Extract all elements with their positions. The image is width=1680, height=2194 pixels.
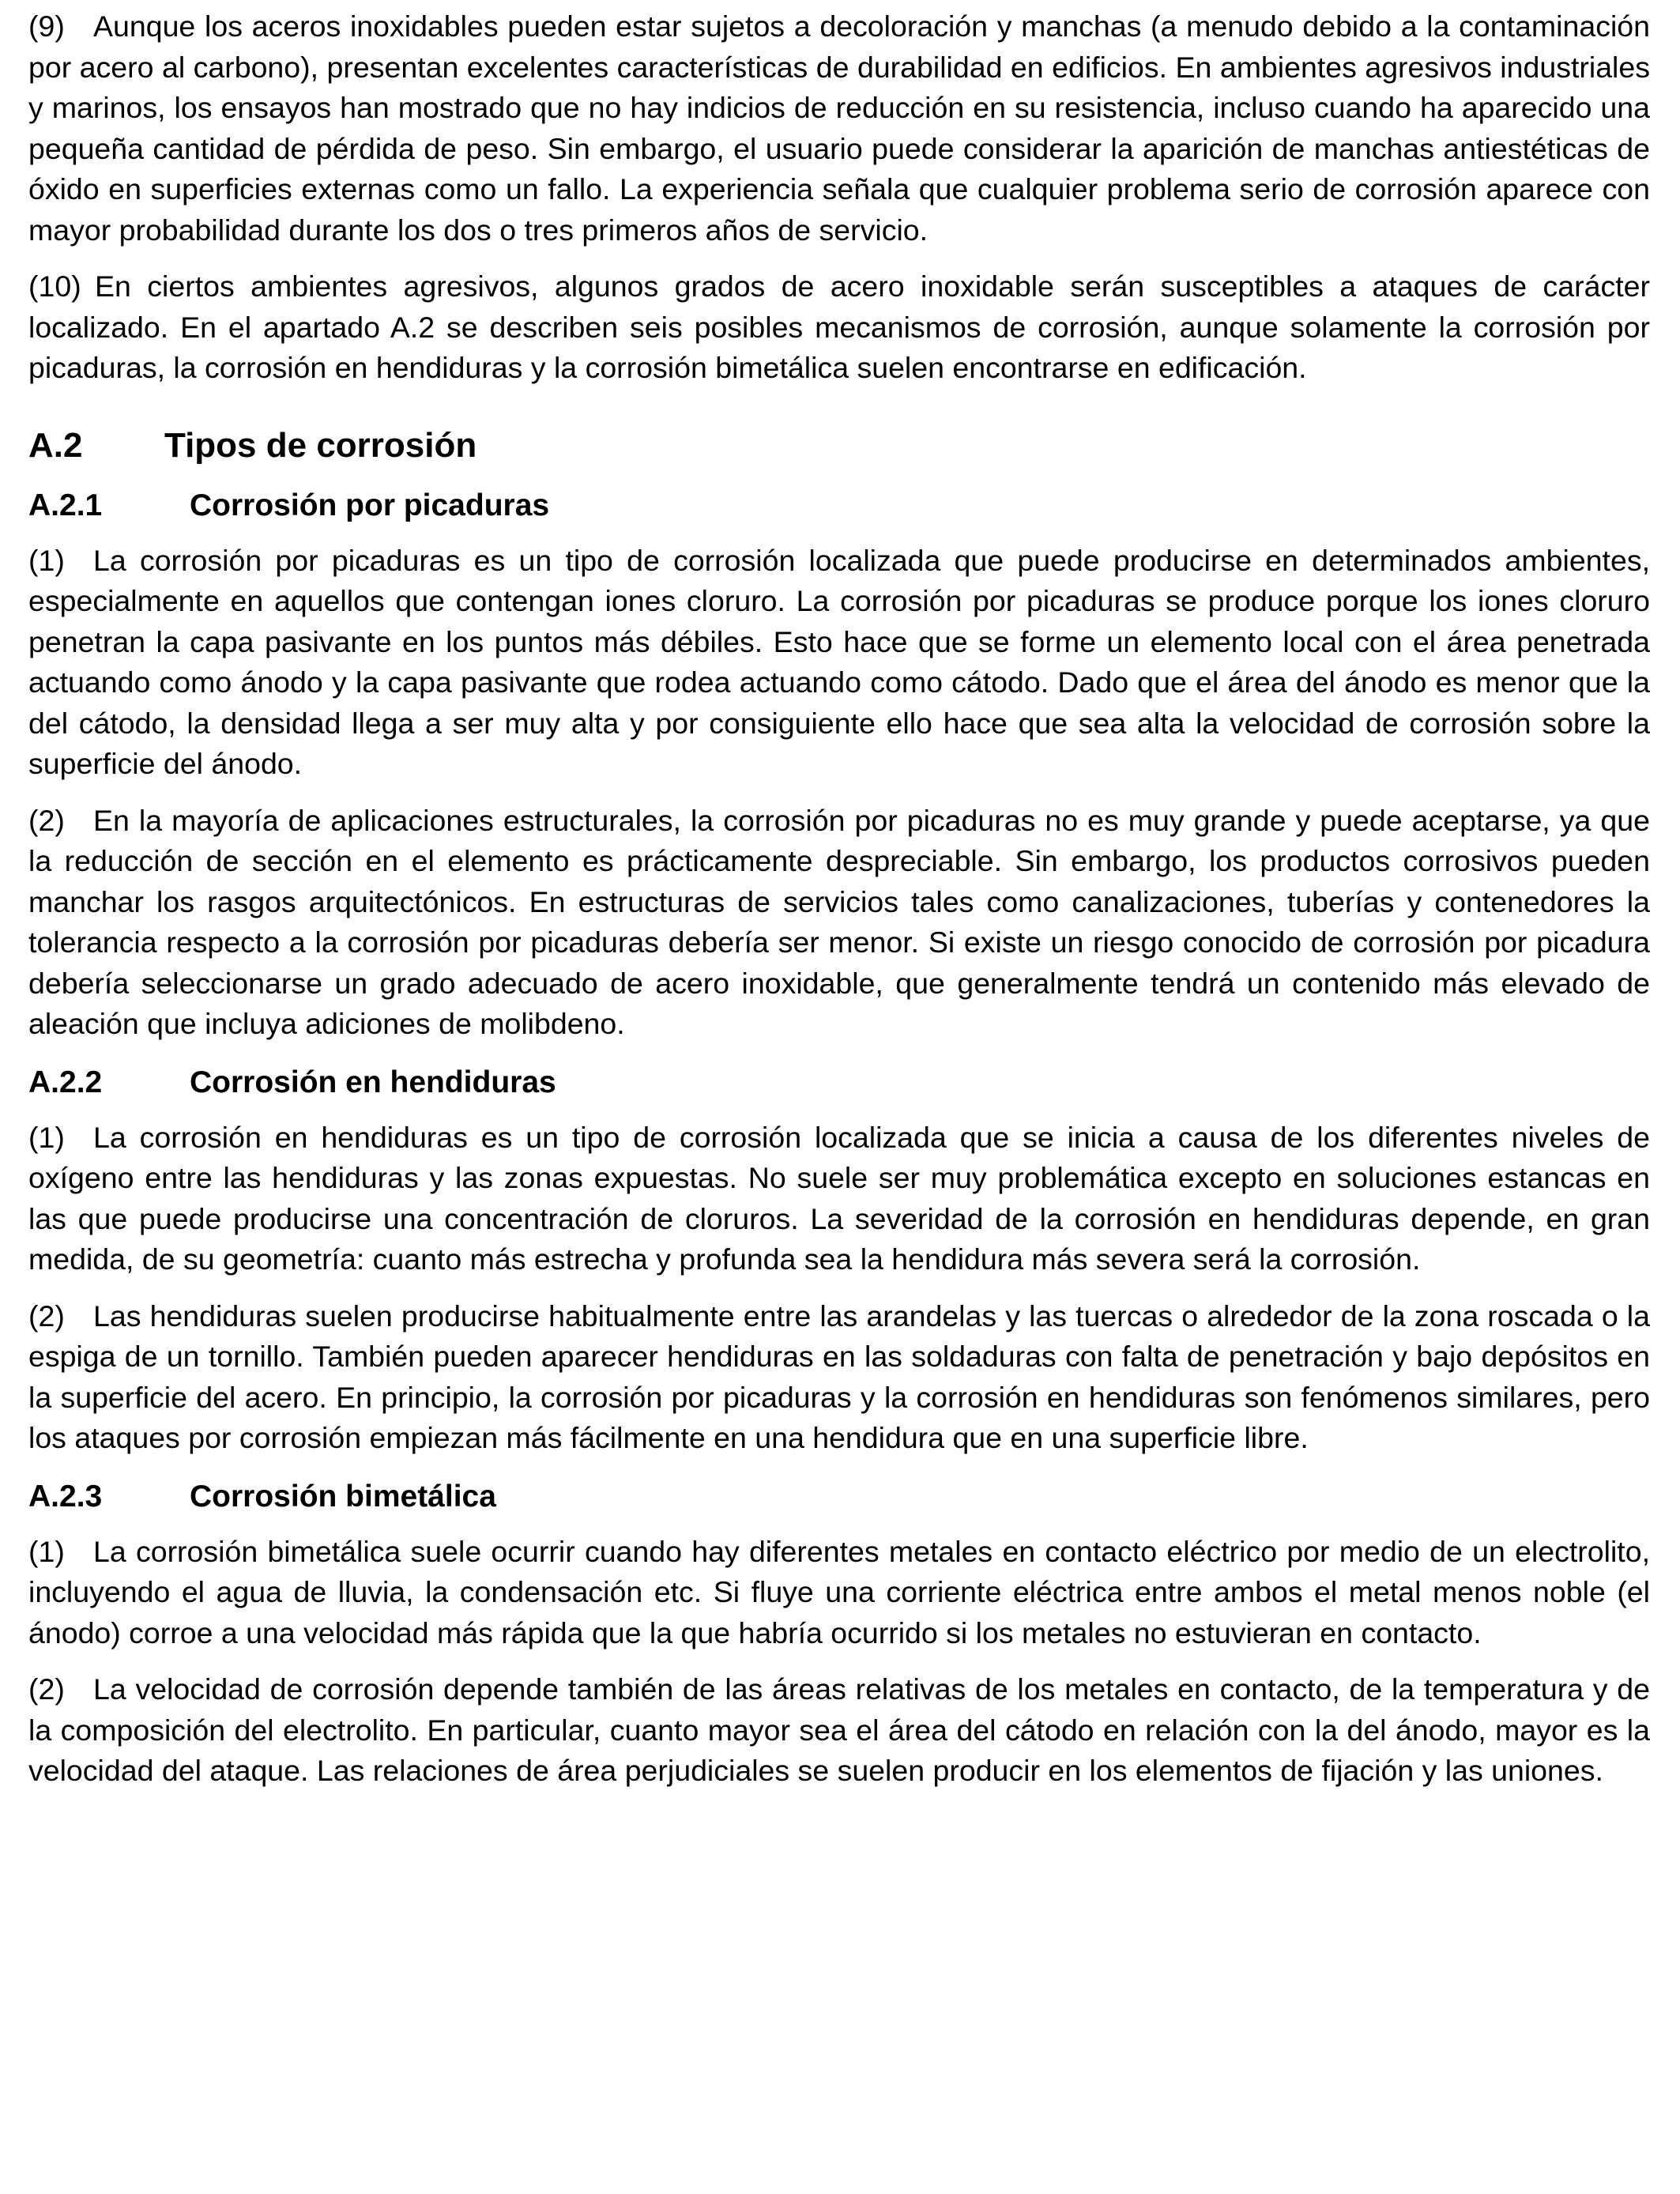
paragraph-9 xyxy=(28,6,1650,251)
paragraph-text: La velocidad de corrosión depende también de las áreas relativas de los metales en contacto, de la temperatura y de la composición del electrolito. En particular, cuanto mayor sea el área del cátodo en relación con la del ánodo, mayor es la velocidad del ataque. Las relaciones de área perjudiciales se suelen producir en los elementos de fijación y las uniones. xyxy=(28,1672,1650,1787)
paragraph-text: La corrosión en hendiduras es un tipo de corrosión localizada que se inicia a causa de los diferentes niveles de oxígeno entre las hendiduras y las zonas expuestas. No suele ser muy problemática excepto en soluciones estancas en las que puede producirse una concentración de cloruros. La severidad de la corrosión en hendiduras depende, en gran medida, de su geometría: cuanto más estrecha y profunda sea la hendidura más severa será la corrosión. xyxy=(28,1120,1650,1276)
paragraph-a22-2 xyxy=(28,1296,1650,1459)
paragraph-a21-2 xyxy=(28,801,1650,1045)
subsection-heading-a21 xyxy=(28,485,1650,526)
paragraph-number: (2) xyxy=(28,1672,65,1706)
subsection-heading-a22 xyxy=(28,1062,1650,1103)
paragraph-number: (10) xyxy=(28,270,81,303)
paragraph-text: La corrosión por picaduras es un tipo de corrosión localizada que puede producirse en determinados ambientes, especialmente en aquellos que contengan iones cloruro. La corrosión por picaduras se produce porque los iones cloruro penetran la capa pasivante en los puntos más débiles. Esto hace que se forme un elemento local con el área penetrada actuando como ánodo y la capa pasivante que rodea actuando como cátodo. Dado que el área del ánodo es menor que la del cátodo, la densidad llega a ser muy alta y por consiguiente ello hace que sea alta la velocidad de corrosión sobre la superficie del ánodo. xyxy=(28,543,1650,780)
paragraph-text: Aunque los aceros inoxidables pueden estar sujetos a decoloración y manchas (a menudo debido a la contaminación por acero al carbono), presentan excelentes características de durabilidad en edificios. En ambientes agresivos industriales y marinos, los ensayos han mostrado que no hay indicios de reducción en su resistencia, incluso cuando ha aparecido una pequeña cantidad de pérdida de peso. Sin embargo, el usuario puede considerar la aparición de manchas antiestéticas de óxido en superficies externas como un fallo. La experiencia señala que cualquier problema serio de corrosión aparece con mayor probabilidad durante los dos o tres primeros años de servicio. xyxy=(28,9,1650,247)
section-title: Tipos de corrosión xyxy=(164,425,477,465)
paragraph-a21-1 xyxy=(28,541,1650,785)
section-heading xyxy=(28,424,1650,468)
paragraph-number: (1) xyxy=(28,543,65,577)
subsection-number: A.2.2 xyxy=(28,1065,103,1099)
paragraph-a23-2 xyxy=(28,1669,1650,1792)
subsection-number: A.2.3 xyxy=(28,1479,103,1514)
paragraph-text: En la mayoría de aplicaciones estructurales, la corrosión por picaduras no es muy grande y puede aceptarse, ya que la reducción de sección en el elemento es prácticamente despreciable. Sin embargo, los productos corrosivos pueden manchar los rasgos arquitectónicos. En estructuras de servicios tales como canalizaciones, tuberías y contenedores la tolerancia respecto a la corrosión por picaduras debería ser menor. Si existe un riesgo conocido de corrosión por picadura debería seleccionarse un grado adecuado de acero inoxidable, que generalmente tendrá un contenido más elevado de aleación que incluya adiciones de molibdeno. xyxy=(28,803,1650,1040)
subsection-title: Corrosión bimetálica xyxy=(190,1479,496,1514)
subsection-title: Corrosión en hendiduras xyxy=(190,1065,556,1099)
paragraph-number: (2) xyxy=(28,1299,65,1333)
paragraph-10 xyxy=(28,266,1650,389)
paragraph-a22-1 xyxy=(28,1118,1650,1280)
subsection-heading-a23 xyxy=(28,1476,1650,1517)
paragraph-number: (1) xyxy=(28,1534,65,1568)
subsection-title: Corrosión por picaduras xyxy=(190,488,550,522)
paragraph-number: (9) xyxy=(28,9,65,43)
paragraph-text: En ciertos ambientes agresivos, algunos grados de acero inoxidable serán susceptibles a ataques de carácter localizado. En el apartado A.2 se describen seis posibles mecanismos de corrosión, aunque solamente la corrosión por picaduras, la corrosión en hendiduras y la corrosión bimetálica suelen encontrarse en edificación. xyxy=(28,270,1650,384)
document-page xyxy=(28,6,1650,1808)
paragraph-a23-1 xyxy=(28,1532,1650,1654)
section-number: A.2 xyxy=(28,425,83,465)
paragraph-number: (1) xyxy=(28,1120,65,1154)
paragraph-text: Las hendiduras suelen producirse habitualmente entre las arandelas y las tuercas o alrededor de la zona roscada o la espiga de un tornillo. También pueden aparecer hendiduras en las soldaduras con falta de penetración y bajo depósitos en la superficie del acero. En principio, la corrosión por picaduras y la corrosión en hendiduras son fenómenos similares, pero los ataques por corrosión empiezan más fácilmente en una hendidura que en una superficie libre. xyxy=(28,1299,1650,1454)
subsection-number: A.2.1 xyxy=(28,488,103,522)
paragraph-number: (2) xyxy=(28,803,65,837)
paragraph-text: La corrosión bimetálica suele ocurrir cuando hay diferentes metales en contacto eléctrico por medio de un electrolito, incluyendo el agua de lluvia, la condensación etc. Si fluye una corriente eléctrica entre ambos el metal menos noble (el ánodo) corroe a una velocidad más rápida que la que habría ocurrido si los metales no estuvieran en contacto. xyxy=(28,1534,1650,1649)
